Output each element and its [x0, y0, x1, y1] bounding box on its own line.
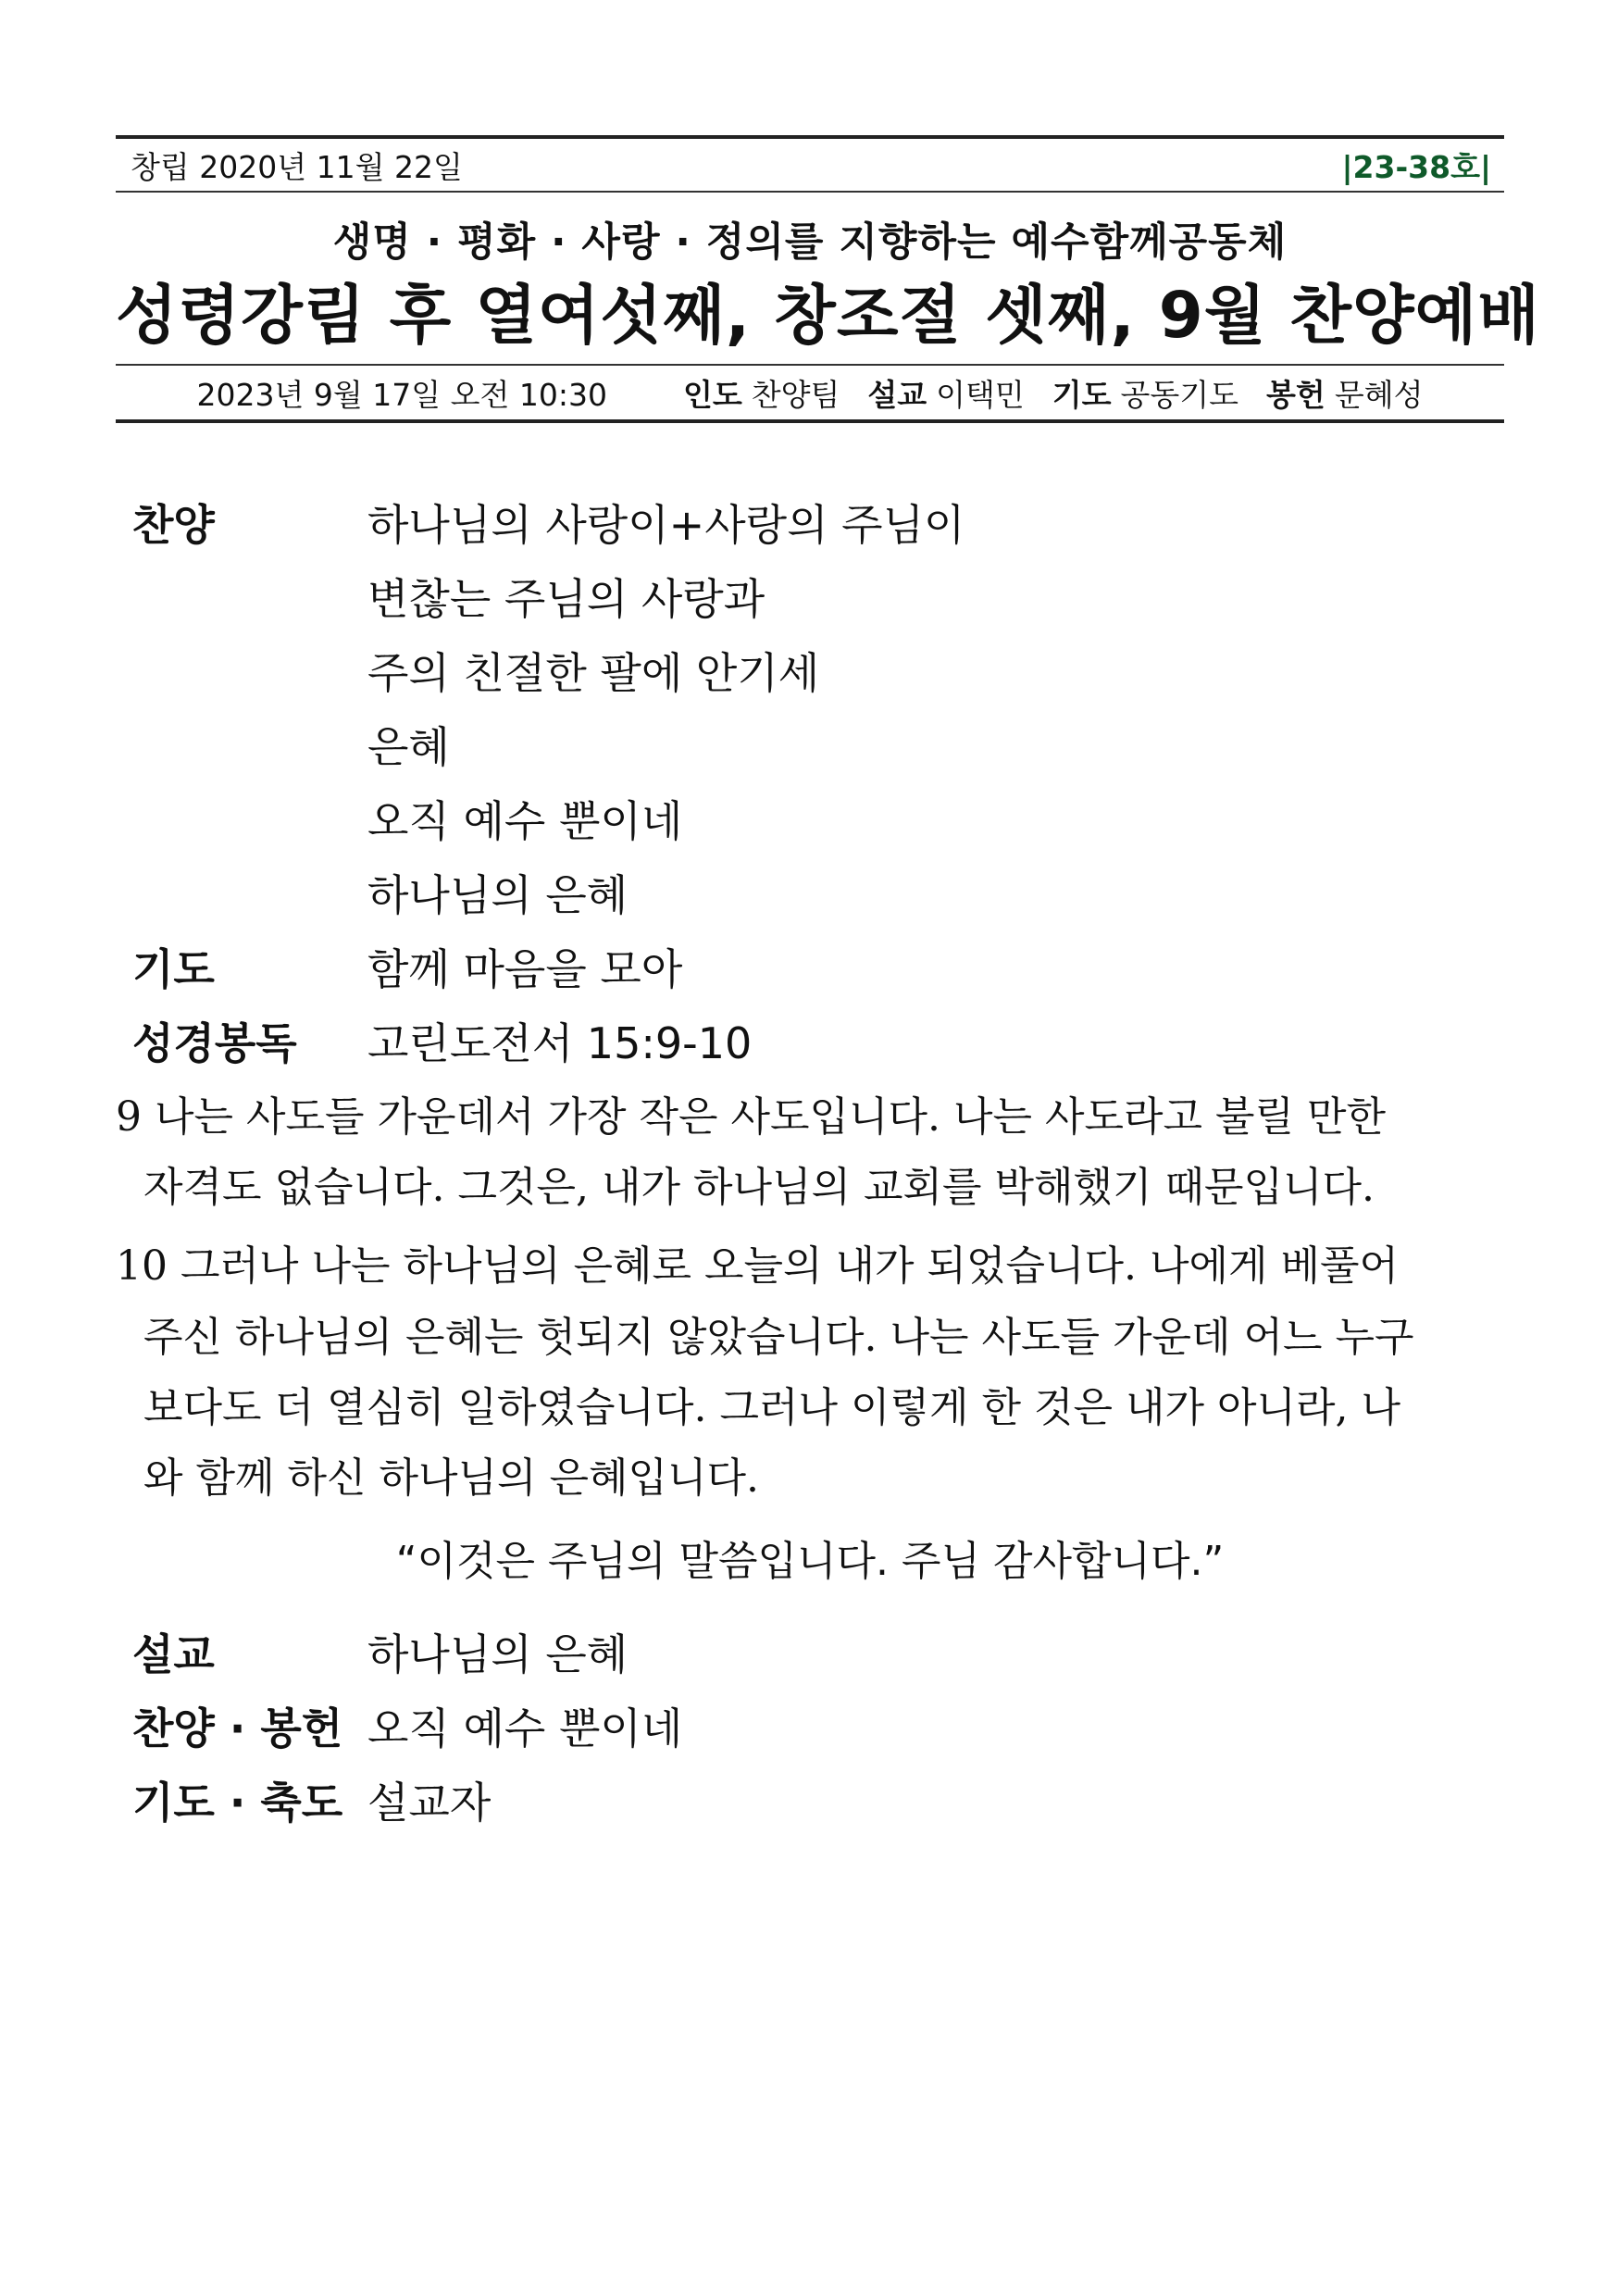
offering-label: 찬양 · 봉헌 [132, 1703, 343, 1753]
praise-song: 은혜 [367, 722, 450, 772]
role-label-prayer: 기도 [1052, 376, 1112, 413]
praise-song: 하나님의 은혜 [367, 870, 629, 920]
scripture-line: 10 그러나 나는 하나님의 은혜로 오늘의 내가 되었습니다. 나에게 베풀어 [116, 1242, 1399, 1290]
header-meta-row [116, 139, 1504, 191]
role-value-offering: 문혜성 [1334, 376, 1424, 413]
scripture-line: 주신 하나님의 은혜는 헛되지 않았습니다. 나는 사도들 가운데 어느 누구 [143, 1314, 1414, 1361]
service-info-row [116, 366, 1504, 419]
offering-song: 오직 예수 뿐이네 [367, 1703, 683, 1753]
reading-label: 성경봉독 [132, 1018, 297, 1068]
service-title: 성령강림 후 열여섯째, 창조절 셋째, 9월 찬양예배 [116, 279, 1540, 353]
reading-reference: 고린도전서 15:9-10 [367, 1018, 753, 1068]
role-value-sermon: 이택민 [936, 376, 1025, 413]
benediction-leader: 설교자 [367, 1778, 492, 1828]
prayer-text: 함께 마음을 모아 [367, 944, 683, 994]
praise-song: 오직 예수 뿐이네 [367, 796, 683, 846]
header-thin-rule [116, 191, 1504, 193]
praise-label: 찬양 [132, 500, 215, 550]
prayer-label: 기도 [132, 944, 215, 994]
header-bottom-rule [116, 419, 1504, 423]
sermon-label: 설교 [132, 1629, 215, 1679]
scripture-line: 9 나는 사도들 가운데서 가장 작은 사도입니다. 나는 사도라고 불릴 만한 [116, 1093, 1386, 1141]
bulletin-header [116, 135, 1540, 423]
issue-number: |23-38호| [1341, 148, 1491, 185]
praise-song: 변찮는 주님의 사랑과 [367, 574, 765, 624]
role-value-leader: 찬양팀 [751, 376, 840, 413]
scripture-line: 자격도 없습니다. 그것은, 내가 하나님의 교회를 박해했기 때문입니다. [143, 1164, 1375, 1211]
role-label-leader: 인도 [682, 376, 742, 413]
benediction-label: 기도 · 축도 [132, 1778, 343, 1828]
scripture-line: 보다도 더 열심히 일하였습니다. 그러나 이렇게 한 것은 내가 아니라, 나 [143, 1384, 1400, 1431]
role-value-prayer: 공동기도 [1120, 376, 1239, 413]
service-datetime: 2023년 9월 17일 오전 10:30 [196, 376, 607, 413]
founded-date: 창립 2020년 11월 22일 [131, 148, 463, 185]
sermon-title: 하나님의 은혜 [367, 1629, 629, 1679]
community-subtitle: 생명 · 평화 · 사랑 · 정의를 지향하는 예수함께공동체 [332, 219, 1288, 266]
scripture-line: 와 함께 하신 하나님의 은혜입니다. [143, 1454, 759, 1502]
praise-song: 주의 친절한 팔에 안기세 [367, 648, 820, 698]
scripture-closing: “이것은 주님의 말씀입니다. 주님 감사합니다.” [395, 1538, 1225, 1585]
role-label-offering: 봉헌 [1266, 376, 1326, 413]
role-label-sermon: 설교 [867, 376, 927, 413]
praise-song: 하나님의 사랑이+사랑의 주님이 [367, 500, 965, 550]
